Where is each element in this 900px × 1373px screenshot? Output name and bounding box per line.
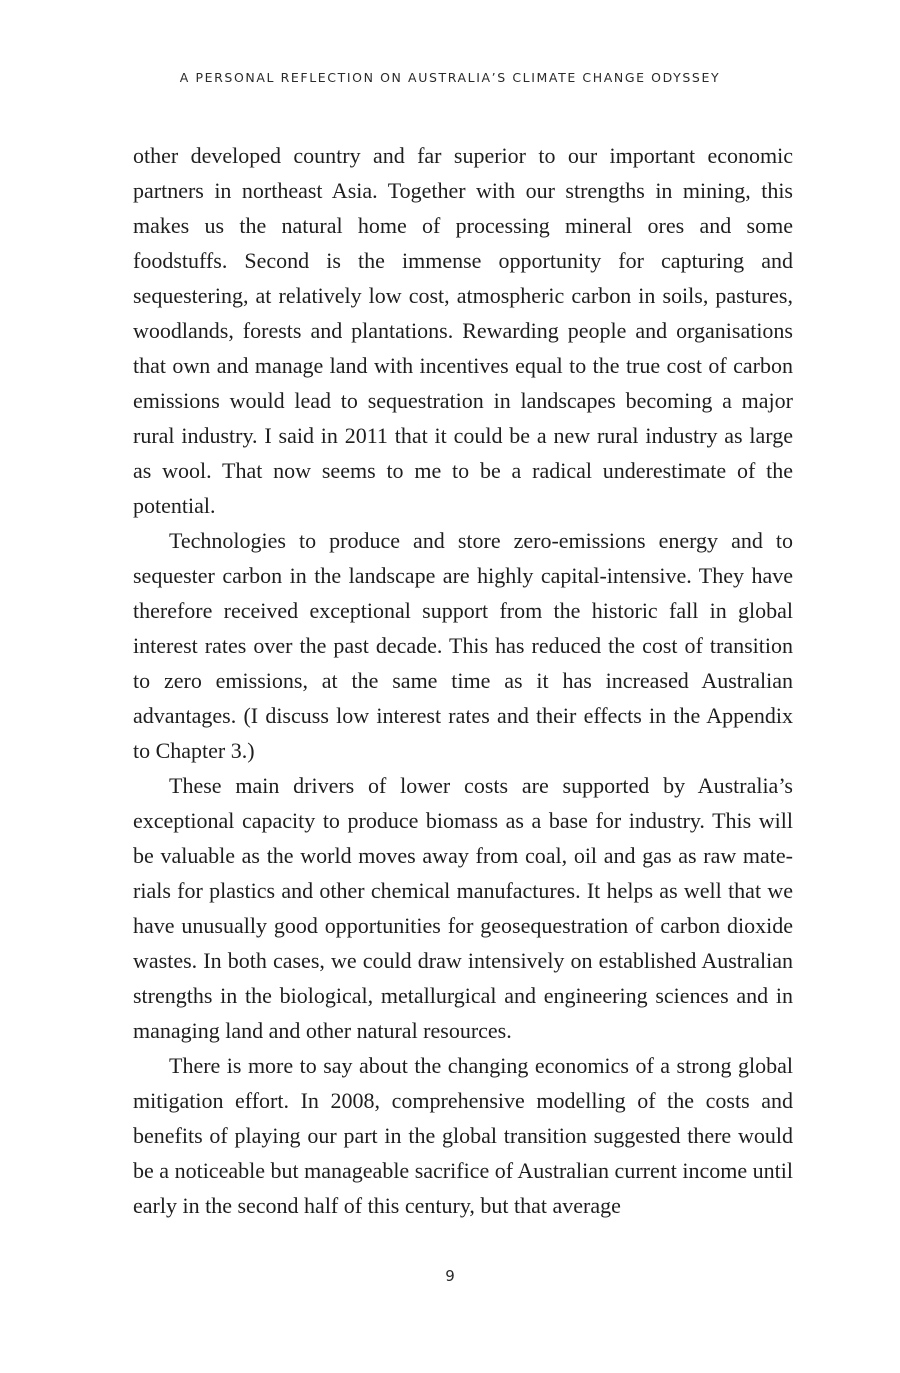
running-head: A PERSONAL REFLECTION ON AUSTRALIA’S CLIMATE CHANGE ODYSSEY [179, 70, 721, 85]
paragraph: There is more to say about the changing economics of a strong global mitigation effort. In 2008, comprehensive modelling of the costs and benefits of playing our part in the global transition suggested there would be a noticeable but manageable sacrifice of Australian current income until early in the second half of this century, but that average [133, 1053, 793, 1218]
paragraph: These main drivers of lower costs are supported by Australia’s exceptional capacity to produce biomass as a base for industry. This will be valuable as the world moves away from coal, oil and gas as raw materials for plastics and other chemical manufactures. It helps as well that we have unusually good opportunities for geosequestration of carbon dioxide wastes. In both cases, we could draw intensively on established Australian strengths in the biological, metallurgical and engineering sciences and in managing land and other natural resources. [133, 773, 793, 1043]
page-number: 9 [445, 1267, 455, 1285]
body-text [133, 138, 793, 1223]
paragraph: other developed country and far superior to our important economic partners in northeast Asia. Together with our strengths in mining, this makes us the natural home of processing mineral ores and some foodstuffs. Second is the immense opportunity for capturing and sequestering, at relatively low cost, atmospheric carbon in soils, pastures, woodlands, forests and plantations. Rewarding people and organisations that own and manage land with incentives equal to the true cost of carbon emissions would lead to sequestration in landscapes becoming a major rural industry. I said in 2011 that it could be a new rural industry as large as wool. That now seems to me to be a radical underestimate of the potential. [133, 143, 793, 518]
paragraph: Technologies to produce and store zero-emissions energy and to sequester carbon in the landscape are highly capital-intensive. They have therefore received exceptional support from the historic fall in global interest rates over the past decade. This has reduced the cost of transition to zero emissions, at the same time as it has increased Australian advantages. (I discuss low interest rates and their effects in the Appendix to Chapter 3.) [133, 528, 793, 763]
